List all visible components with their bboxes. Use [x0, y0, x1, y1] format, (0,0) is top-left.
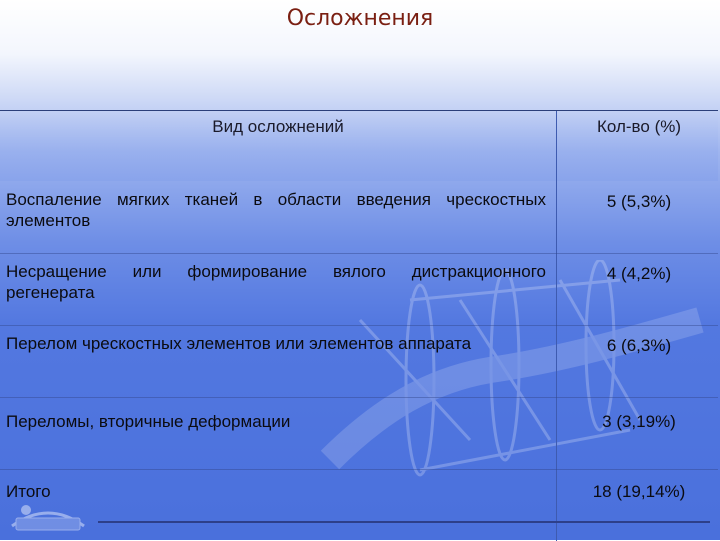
row-count: 4 (4,2%): [606, 264, 672, 283]
row-count: 5 (5,3%): [606, 192, 672, 211]
table-row-total: [0, 469, 718, 541]
slide-title: Осложнения: [286, 6, 434, 31]
table-row: [0, 253, 718, 325]
table-header: [0, 111, 718, 181]
row-count: 6 (6,3%): [606, 336, 672, 355]
row-complication-type: Перелом чрескостных элементов или элементов аппарата: [6, 334, 472, 353]
row-complication-type: Воспаление мягких тканей в области введения чрескостных элементов: [6, 190, 546, 230]
table-row: [0, 181, 718, 253]
header-count: Кол-во (%): [596, 117, 682, 136]
footer-divider: [98, 521, 710, 523]
header-complication-type: Вид осложнений: [212, 117, 344, 136]
row-complication-type: Переломы, вторичные деформации: [6, 412, 291, 431]
institution-logo: [6, 496, 90, 534]
row-count: 3 (3,19%): [602, 412, 676, 431]
total-label: Итого: [6, 482, 51, 501]
row-complication-type: Несращение или формирование вялого дистракционного регенерата: [6, 262, 546, 302]
table-row: [0, 325, 718, 397]
total-count: 18 (19,14%): [592, 482, 686, 501]
table-row: [0, 397, 718, 469]
complications-table: [0, 110, 718, 541]
